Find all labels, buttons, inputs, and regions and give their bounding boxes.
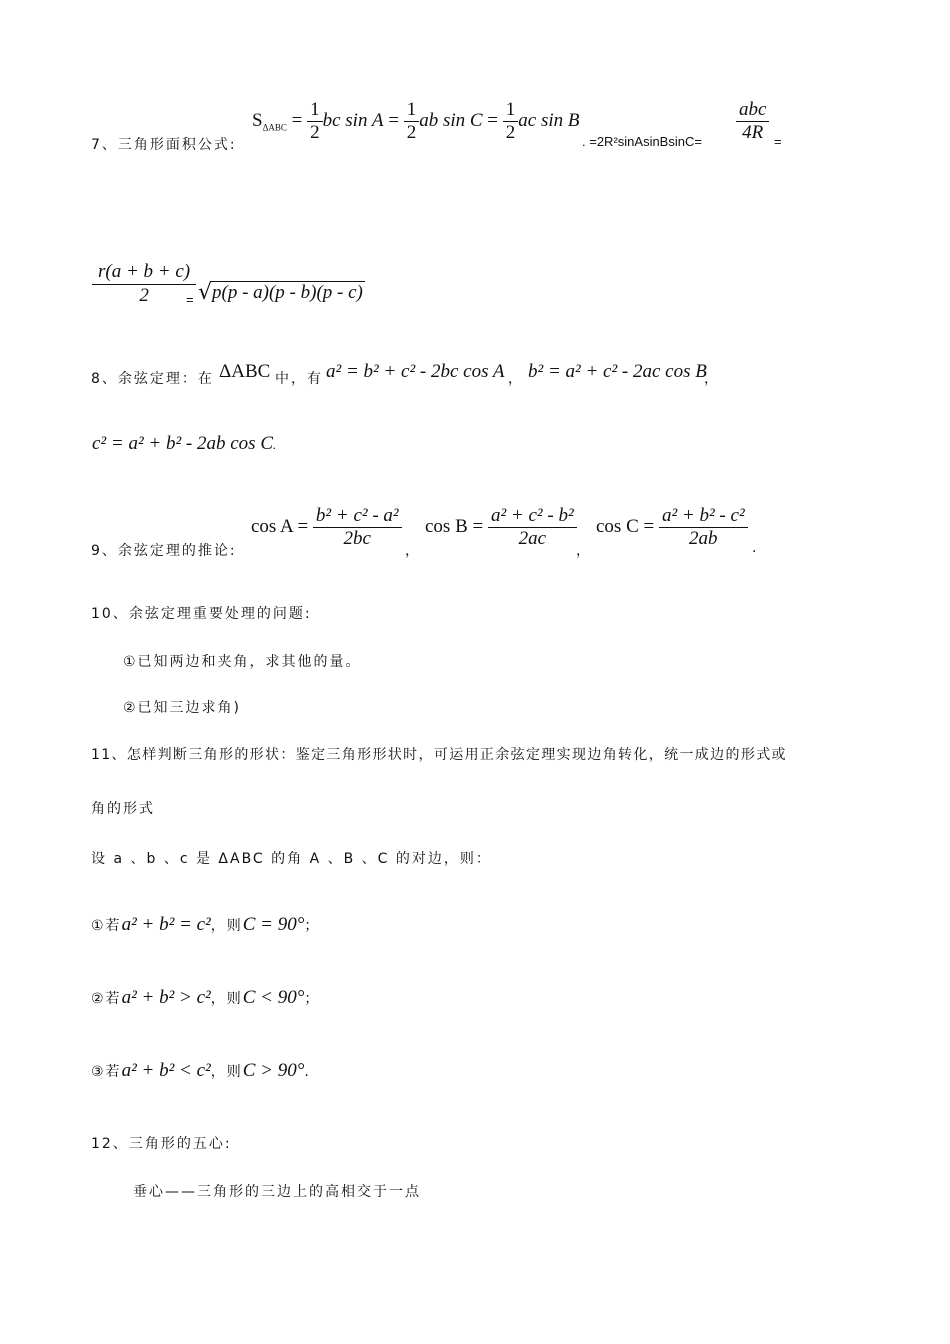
inradius-formula: $\frac{r(a + b + c)}{2}$ bbox=[92, 262, 196, 306]
law-of-cosines-b: b² = a² + c² - 2ac cos B bbox=[528, 361, 707, 382]
area-formula: $S_{\Delta ABC}$ = $\frac{1}{2}$ bc sin A = $\frac{1}{2}$ ab sin C = $\frac{1}{2}$ ac sin B bbox=[252, 99, 580, 143]
item11-setup: 设 a 、b 、c 是 ΔABC 的角 A 、B 、C 的对边，则： bbox=[91, 851, 492, 867]
item11-line-1: 11、怎样判断三角形的形状：鉴定三角形形状时，可运用正余弦定理实现边角转化，统一成边的形式或 bbox=[91, 747, 787, 763]
separator: ， bbox=[576, 543, 592, 559]
item10-point-1: ①已知两边和夹角，求其他的量。 bbox=[123, 654, 362, 670]
item8-mid: 中，有 bbox=[275, 371, 323, 387]
area-trailing-equals: = bbox=[774, 134, 782, 149]
case-2: ②若a² + b² > c²，则C < 90°； bbox=[91, 987, 321, 1008]
heron-equals: = bbox=[186, 292, 194, 307]
area-formula-2r: . =2R²sinAsinBsinC= bbox=[582, 134, 702, 149]
law-of-cosines-a: a² = b² + c² - 2bc cos A bbox=[326, 361, 505, 382]
cos-a-corollary: cos A = $\frac{\text{b² + c² - a²}}{2bc}$ bbox=[251, 506, 402, 549]
item7-label: 7、三角形面积公式: bbox=[91, 137, 237, 153]
orthocenter-definition: 垂心——三角形的三边上的高相交于一点 bbox=[133, 1184, 421, 1200]
case-1: ①若a² + b² = c²，则C = 90°； bbox=[91, 914, 321, 935]
item10-point-2: ②已知三边求角) bbox=[123, 700, 242, 716]
item9-label: 9、余弦定理的推论: bbox=[91, 543, 237, 559]
item11-line-2: 角的形式 bbox=[91, 801, 155, 817]
cos-c-corollary: cos C = $\frac{\text{a² + b² - c²}}{2ab}$ bbox=[596, 506, 748, 549]
heron-formula: √ p(p - a)(p - b)(p - c) bbox=[198, 282, 365, 304]
triangle-abc: ΔABC bbox=[219, 361, 271, 382]
abc-over-4r: $\frac{\text{abc}}{4R}$ bbox=[736, 100, 769, 143]
half-fraction: $\frac{1}{2}$ bbox=[503, 100, 519, 143]
comma: ， bbox=[704, 371, 720, 387]
law-of-cosines-c: c² = a² + b² - 2ab cos C. bbox=[92, 433, 277, 454]
half-fraction: $\frac{1}{2}$ bbox=[307, 100, 323, 143]
period: . bbox=[752, 540, 759, 556]
cos-b-corollary: cos B = $\frac{\text{a² + c² - b²}}{2ac}$ bbox=[425, 506, 577, 549]
item12-label: 12、三角形的五心: bbox=[91, 1136, 232, 1152]
item10-label: 10、余弦定理重要处理的问题: bbox=[91, 606, 312, 622]
triangle-subscript: ΔABC bbox=[262, 122, 287, 133]
separator: ， bbox=[405, 543, 421, 559]
case-3: ③若a² + b² < c²，则C > 90°. bbox=[91, 1060, 311, 1081]
comma: ， bbox=[508, 371, 524, 387]
half-fraction: $\frac{1}{2}$ bbox=[404, 100, 420, 143]
item8-label: 8、余弦定理：在 bbox=[91, 371, 214, 387]
